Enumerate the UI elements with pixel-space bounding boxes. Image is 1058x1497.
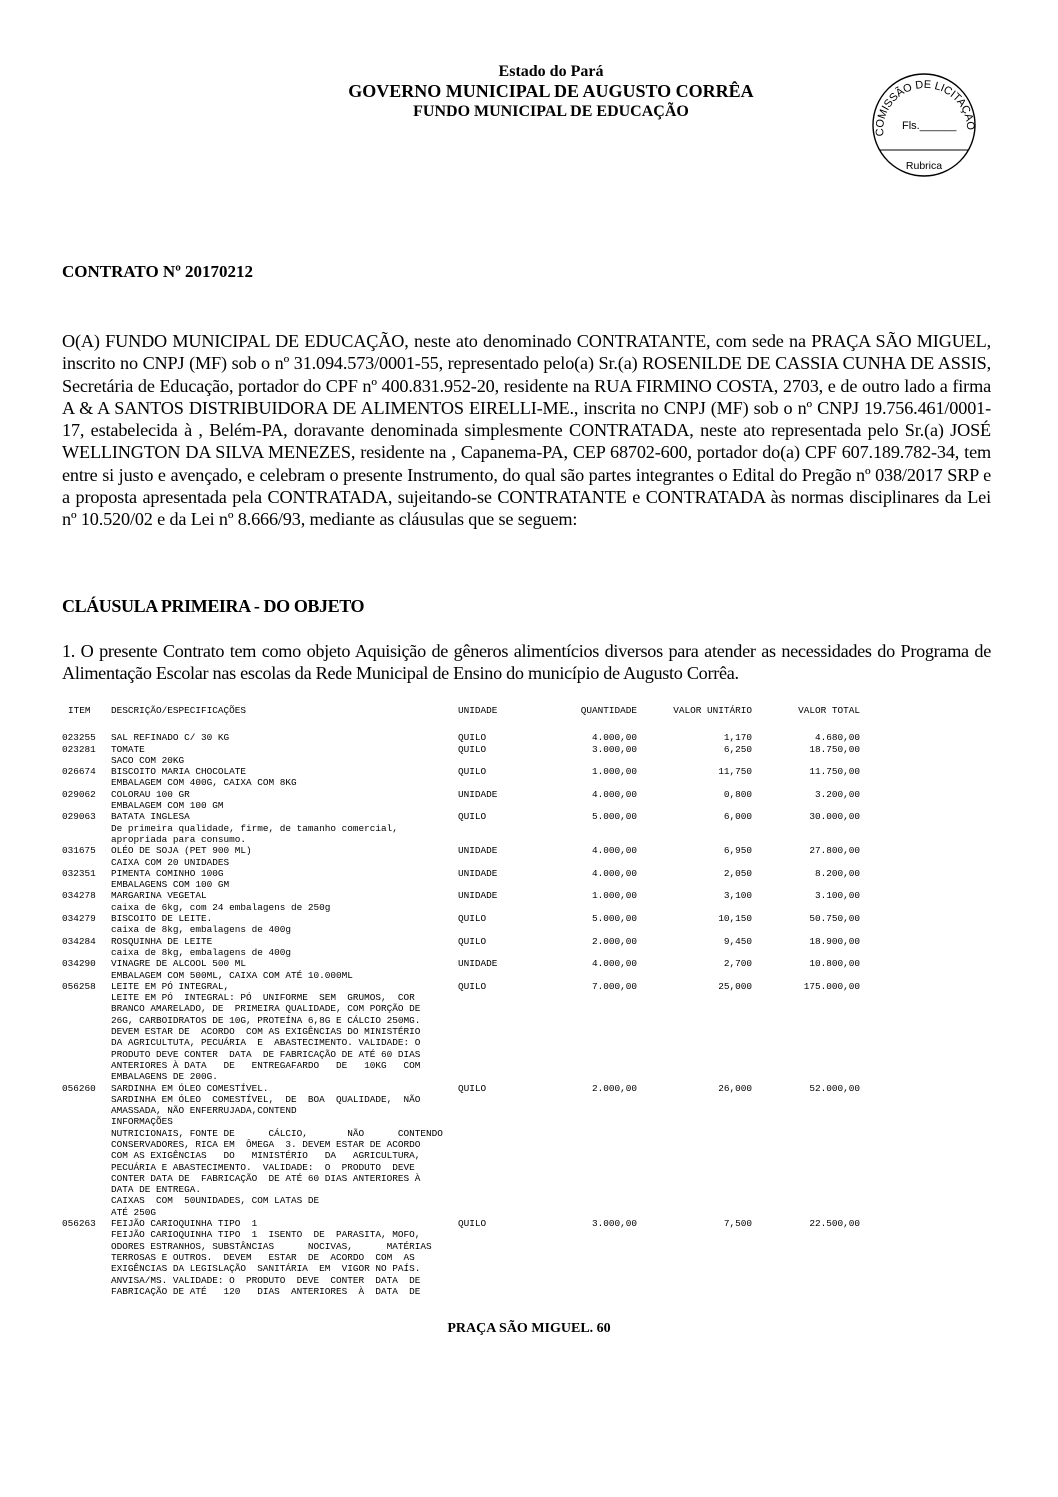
item-description (111, 936, 463, 959)
col-header-description: DESCRIÇÃO/ESPECIFICAÇÕES (111, 705, 247, 716)
item-code: 056263 (62, 1218, 96, 1230)
table-row (62, 868, 862, 891)
item-total: 8.200,00 (814, 867, 860, 879)
col-header-unit-price: VALOR UNITÁRIO (673, 705, 752, 716)
clause-1-text: 1. O presente Contrato tem como objeto Aquisição de gêneros alimentícios diversos para atender as necessidades do Programa de Alimentação Escolar nas escolas da Rede Municipal de Ensino do município de Augusto Corrêa. (62, 641, 991, 683)
table-row (62, 811, 862, 845)
description-line: DA AGRICULTUTA, PECUÁRIA E ABASTECIMENTO. VALIDADE: O (111, 1037, 421, 1049)
item-total: 11.750,00 (809, 766, 860, 778)
item-code: 056260 (62, 1082, 96, 1094)
col-header-unit: UNIDADE (458, 705, 498, 716)
description-line: SAL REFINADO C/ 30 KG (111, 732, 230, 744)
col-header-item: ITEM (68, 705, 91, 716)
item-quantity: 7.000,00 (591, 980, 637, 992)
item-unit: UNIDADE (458, 867, 498, 879)
item-total: 175.000,00 (803, 980, 860, 992)
items-table (62, 705, 862, 1297)
description-line: BRANCO AMARELADO, DE PRIMEIRA QUALIDADE, COM PORÇÃO DE (111, 1003, 421, 1015)
table-row (62, 913, 862, 936)
description-line: PECUÁRIA E ABASTECIMENTO. VALIDADE: O PRODUTO DEVE (111, 1161, 415, 1173)
item-total: 52.000,00 (809, 1082, 860, 1094)
table-row (62, 766, 862, 789)
item-quantity: 2.000,00 (591, 1082, 637, 1094)
item-quantity: 5.000,00 (591, 811, 637, 823)
description-line: EMBALAGENS DE 200G. (111, 1071, 218, 1083)
footer-address: PRAÇA SÃO MIGUEL. 60 (447, 1321, 611, 1336)
description-line: TOMATE (111, 743, 145, 755)
item-total: 50.750,00 (809, 913, 860, 925)
item-code: 034279 (62, 913, 96, 925)
item-total: 22.500,00 (809, 1218, 860, 1230)
description-line: ATÉ 250G (111, 1206, 157, 1218)
item-unit: QUILO (458, 1082, 487, 1094)
item-unit-price: 3,100 (723, 890, 752, 902)
description-line: AMASSADA, NÃO ENFERRUJADA,CONTEND (111, 1105, 297, 1117)
item-quantity: 4.000,00 (591, 845, 637, 857)
state-name: Estado do Pará (498, 63, 604, 80)
description-line: FABRICAÇÃO DE ATÉ 120 DIAS ANTERIORES À DATA DE (111, 1285, 421, 1297)
table-row (62, 845, 862, 868)
description-line: De primeira qualidade, firme, de tamanho comercial, (111, 822, 398, 834)
item-unit-price: 11,750 (718, 766, 752, 778)
stamp-arc-text: COMISSÃO DE LICITAÇÃO (874, 78, 977, 137)
commission-stamp (870, 72, 978, 178)
item-total: 3.100,00 (814, 890, 860, 902)
description-line: apropriada para consumo. (111, 833, 247, 845)
table-row (62, 981, 862, 1083)
item-unit: QUILO (458, 913, 487, 925)
description-line: 26G, CARBOIDRATOS DE 10G, PROTEÍNA 6,8G E CÁLCIO 250MG. (111, 1014, 421, 1026)
description-line: BISCOITO MARIA CHOCOLATE (111, 766, 247, 778)
description-line: EMBALAGEM COM 500ML, CAIXA COM ATÉ 10.000ML (111, 969, 353, 981)
item-code: 031675 (62, 845, 96, 857)
description-line: OLÉO DE SOJA (PET 900 ML) (111, 845, 252, 857)
fund-name: FUNDO MUNICIPAL DE EDUCAÇÃO (413, 103, 689, 120)
description-line: LEITE EM PÓ INTEGRAL: PÓ UNIFORME SEM GRUMOS, COR (111, 992, 415, 1004)
table-row (62, 789, 862, 812)
item-unit: QUILO (458, 980, 487, 992)
description-line: FEIJÃO CARIOQUINHA TIPO 1 ISENTO DE PARASITA, MOFO, (111, 1229, 421, 1241)
item-quantity: 4.000,00 (591, 788, 637, 800)
item-unit-price: 26,000 (718, 1082, 752, 1094)
description-line: EXIGÊNCIAS DA LEGISLAÇÃO SANITÁRIA EM VIGOR NO PAÍS. (111, 1263, 421, 1275)
description-line: BATATA INGLESA (111, 811, 190, 823)
item-unit-price: 0,800 (723, 788, 752, 800)
item-code: 034278 (62, 890, 96, 902)
item-unit: UNIDADE (458, 788, 498, 800)
contract-title: CONTRATO Nº 20170212 (62, 262, 254, 281)
item-description (111, 1083, 463, 1219)
item-unit-price: 6,950 (723, 845, 752, 857)
item-unit-price: 2,700 (723, 958, 752, 970)
item-description (111, 789, 463, 812)
item-total: 10.800,00 (809, 958, 860, 970)
item-code: 034290 (62, 958, 96, 970)
item-total: 18.750,00 (809, 743, 860, 755)
description-line: MARGARINA VEGETAL (111, 890, 207, 902)
item-unit: UNIDADE (458, 890, 498, 902)
description-line: DATA DE ENTREGA. (111, 1184, 202, 1196)
item-description (111, 981, 463, 1083)
item-unit-price: 6,000 (723, 811, 752, 823)
item-quantity: 1.000,00 (591, 890, 637, 902)
item-code: 056258 (62, 980, 96, 992)
item-unit-price: 9,450 (723, 935, 752, 947)
item-quantity: 3.000,00 (591, 1218, 637, 1230)
stamp-fls-label: Fls.______ (902, 120, 957, 132)
item-quantity: 1.000,00 (591, 766, 637, 778)
description-line: caixa de 6kg, com 24 embalagens de 250g (111, 901, 331, 913)
item-description (111, 913, 463, 936)
item-code: 034284 (62, 935, 96, 947)
description-line: caixa de 8kg, embalagens de 400g (111, 924, 292, 936)
item-unit-price: 10,150 (718, 913, 752, 925)
item-quantity: 3.000,00 (591, 743, 637, 755)
item-unit: QUILO (458, 1218, 487, 1230)
item-unit: UNIDADE (458, 958, 498, 970)
item-unit-price: 2,050 (723, 867, 752, 879)
item-total: 4.680,00 (814, 732, 860, 744)
item-unit-price: 25,000 (718, 980, 752, 992)
description-line: EMBALAGEM COM 100 GM (111, 800, 224, 812)
clause-1-title: CLÁUSULA PRIMEIRA - DO OBJETO (62, 596, 365, 616)
table-row (62, 958, 862, 981)
description-line: EMBALAGENS COM 100 GM (111, 879, 230, 891)
item-description (111, 845, 463, 868)
description-line: PIMENTA COMINHO 100G (111, 867, 224, 879)
description-line: SARDINHA EM ÓLEO COMESTÍVEL. (111, 1082, 269, 1094)
government-name: GOVERNO MUNICIPAL DE AUGUSTO CORRÊA (348, 81, 754, 101)
description-line: caixa de 8kg, embalagens de 400g (111, 946, 292, 958)
description-line: CAIXA COM 20 UNIDADES (111, 856, 230, 868)
item-unit: QUILO (458, 811, 487, 823)
table-row (62, 1083, 862, 1219)
item-description (111, 732, 463, 743)
item-quantity: 4.000,00 (591, 732, 637, 744)
description-line: ODORES ESTRANHOS, SUBSTÂNCIAS NOCIVAS, MATÉRIAS (111, 1240, 432, 1252)
item-description (111, 811, 463, 845)
item-unit: UNIDADE (458, 845, 498, 857)
description-line: CONTER DATA DE FABRICAÇÃO DE ATÉ 60 DIAS ANTERIORES À (111, 1172, 421, 1184)
description-line: BISCOITO DE LEITE. (111, 913, 213, 925)
item-total: 30.000,00 (809, 811, 860, 823)
description-line: SARDINHA EM ÓLEO COMESTÍVEL, DE BOA QUALIDADE, NÃO (111, 1093, 421, 1105)
item-code: 023255 (62, 732, 96, 744)
table-body (62, 732, 862, 1297)
item-unit: QUILO (458, 732, 487, 744)
description-line: ANTERIORES À DATA DE ENTREGAFARDO DE 10KG COM (111, 1059, 421, 1071)
description-line: NUTRICIONAIS, FONTE DE CÁLCIO, NÃO CONTENDO (111, 1127, 443, 1139)
table-row (62, 1218, 862, 1297)
description-line: INFORMAÇÕES (111, 1116, 173, 1128)
table-row (62, 936, 862, 959)
item-description (111, 868, 463, 891)
item-description (111, 1218, 463, 1297)
description-line: DEVEM ESTAR DE ACORDO COM AS EXIGÊNCIAS DO MINISTÉRIO (111, 1026, 421, 1038)
item-description (111, 958, 463, 981)
description-line: CONSERVADORES, RICA EM ÔMEGA 3. DEVEM ESTAR DE ACORDO (111, 1138, 421, 1150)
table-row (62, 890, 862, 913)
item-description (111, 766, 463, 789)
table-row (62, 732, 862, 743)
description-line: SACO COM 20KG (111, 754, 185, 766)
item-total: 3.200,00 (814, 788, 860, 800)
item-quantity: 4.000,00 (591, 958, 637, 970)
item-unit-price: 1,170 (723, 732, 752, 744)
table-header-row (62, 705, 862, 716)
item-code: 026674 (62, 766, 96, 778)
description-line: FEIJÃO CARIOQUINHA TIPO 1 (111, 1218, 258, 1230)
description-line: VINAGRE DE ALCOOL 500 ML (111, 958, 247, 970)
item-description (111, 744, 463, 767)
description-line: CAIXAS COM 50UNIDADES, COM LATAS DE (111, 1195, 320, 1207)
contract-intro-paragraph: O(A) FUNDO MUNICIPAL DE EDUCAÇÃO, neste ato denominado CONTRATANTE, com sede na PRAÇA SÃO MIGUEL, inscrito no CNPJ (MF) sob o nº 31.094.573/0001-55, representado pelo(a) Sr.(a) ROSENILDE DE CASSIA CUNHA DE ASSIS, Secretária de Educação, portador do CPF nº 400.831.952-20, residente na RUA FIRMINO COSTA, 2703, e de outro lado a firma A & A SANTOS DISTRIBUIDORA DE ALIMENTOS EIRELLI-ME., inscrita no CNPJ (MF) sob o nº CNPJ 19.756.461/0001-17, estabelecida à , Belém-PA, doravante denominada simplesmente CONTRATADA, neste ato representada pelo Sr.(a) JOSÉ WELLINGTON DA SILVA MENEZES, residente na , Capanema-PA, CEP 68702-600, portador do(a) CPF 607.189.782-34, tem entre si justo e avençado, e celebram o presente Instrumento, do qual são partes integrantes o Edital do Pregão nº 038/2017 SRP e a proposta apresentada pela CONTRATADA, sujeitando-se CONTRATANTE e CONTRATADA às normas disciplinares da Lei nº 10.520/02 e da Lei nº 8.666/93, mediante as cláusulas que se seguem: (62, 331, 991, 530)
item-code: 032351 (62, 867, 96, 879)
description-line: ANVISA/MS. VALIDADE: O PRODUTO DEVE CONTER DATA DE (111, 1274, 421, 1286)
col-header-quantity: QUANTIDADE (580, 705, 637, 716)
description-line: LEITE EM PÓ INTEGRAL, (111, 980, 230, 992)
item-total: 18.900,00 (809, 935, 860, 947)
item-total: 27.800,00 (809, 845, 860, 857)
description-line: COM AS EXIGÊNCIAS DO MINISTÉRIO DA AGRICULTURA, (111, 1150, 421, 1162)
item-unit: QUILO (458, 743, 487, 755)
item-quantity: 2.000,00 (591, 935, 637, 947)
description-line: ROSQUINHA DE LEITE (111, 935, 213, 947)
stamp-rubrica-label: Rubrica (905, 160, 943, 172)
item-quantity: 4.000,00 (591, 867, 637, 879)
item-code: 029063 (62, 811, 96, 823)
description-line: TERROSAS E OUTROS. DEVEM ESTAR DE ACORDO COM AS (111, 1251, 415, 1263)
item-code: 029062 (62, 788, 96, 800)
description-line: COLORAU 100 GR (111, 788, 190, 800)
item-unit: QUILO (458, 935, 487, 947)
item-code: 023281 (62, 743, 96, 755)
col-header-total: VALOR TOTAL (798, 705, 860, 716)
item-unit-price: 6,250 (723, 743, 752, 755)
item-unit: QUILO (458, 766, 487, 778)
item-description (111, 890, 463, 913)
item-unit-price: 7,500 (723, 1218, 752, 1230)
description-line: PRODUTO DEVE CONTER DATA DE FABRICAÇÃO DE ATÉ 60 DIAS (111, 1048, 421, 1060)
description-line: EMBALAGEM COM 400G, CAIXA COM 8KG (111, 777, 297, 789)
item-quantity: 5.000,00 (591, 913, 637, 925)
table-row (62, 744, 862, 767)
